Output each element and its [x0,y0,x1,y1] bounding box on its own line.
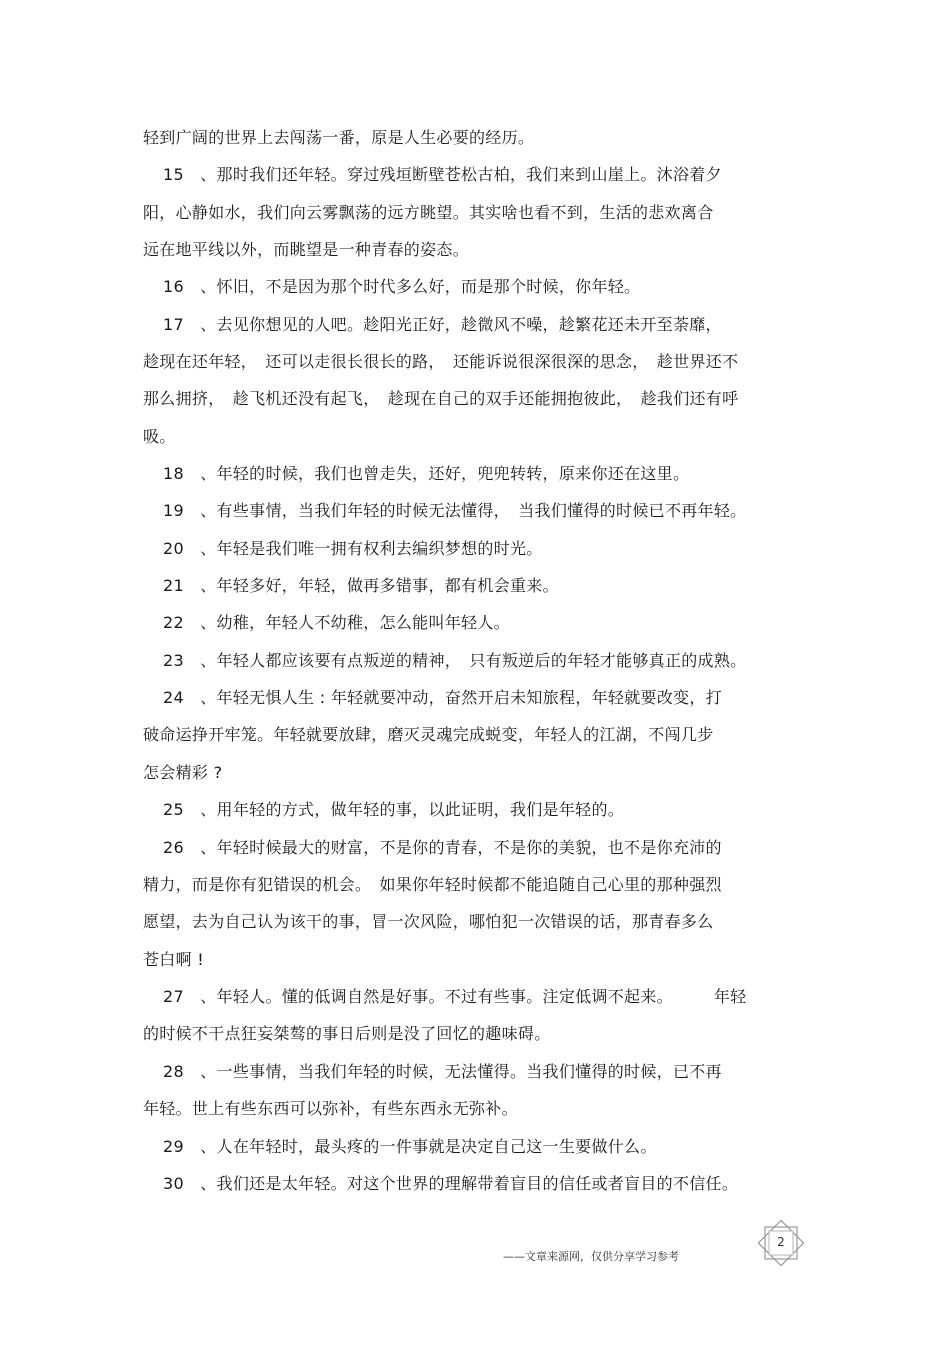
text-line: 29 、人在年轻时，最头疼的一件事就是决定自己这一生要做什么。 [163,1137,657,1156]
text-line: 17 、去见你想见的人吧。趁阳光正好，趁微风不噪，趁繁花还未开至荼靡， [163,315,722,334]
text-line: 20 、年轻是我们唯一拥有权利去编织梦想的时光。 [163,539,543,558]
text-line: 的时候不干点狂妄桀骜的事日后则是没了回忆的趣味碍。 [143,1024,551,1043]
text-line: 15 、那时我们还年轻。穿过残垣断壁苍松古柏，我们来到山崖上。沐浴着夕 [163,165,722,184]
text-line: 18 、年轻的时候，我们也曾走失，还好，兜兜转转，原来你还在这里。 [163,464,690,483]
text-line: 趁现在还年轻， 还可以走很长很长的路， 还能诉说很深很深的思念， 趁世界还不 [143,352,739,371]
text-line: 23 、年轻人都应该要有点叛逆的精神， 只有叛逆后的年轻才能够真正的成熟。 [163,651,747,670]
text-line: 精力，而是你有犯错误的机会。 如果你年轻时候都不能追随自己心里的那种强烈 [143,875,722,894]
text-line: 28 、一些事情，当我们年轻的时候，无法懂得。当我们懂得的时候，已不再 [163,1062,722,1081]
text-line: 吸。 [143,427,176,446]
text-line: 年轻。世上有些东西可以弥补，有些东西永无弥补。 [143,1099,518,1118]
text-line: 27 、年轻人。懂的低调自然是好事。不过有些事。注定低调不起来。 年轻 [163,987,747,1006]
text-line: 24 、年轻无惧人生 : 年轻就要冲动，奋然开启未知旅程，年轻就要改变，打 [163,688,723,707]
text-line: 轻到广阔的世界上去闯荡一番，原是人生必要的经历。 [143,128,535,147]
text-line: 阳，心静如水，我们向云雾飘荡的远方眺望。其实啥也看不到，生活的悲欢离合 [143,203,714,222]
page-number-badge [758,1220,804,1266]
text-line: 破命运挣开牢笼。年轻就要放肆，磨灭灵魂完成蜕变，年轻人的江湖，不闯几步 [143,725,714,744]
text-line: 30 、我们还是太年轻。对这个世界的理解带着盲目的信任或者盲目的不信任。 [163,1174,739,1193]
text-line: 22 、幼稚，年轻人不幼稚，怎么能叫年轻人。 [163,613,510,632]
text-line: 21 、年轻多好，年轻，做再多错事，都有机会重来。 [163,576,559,595]
text-line: 远在地平线以外，而眺望是一种青春的姿态。 [143,240,470,259]
text-line: 26 、年轻时候最大的财富，不是你的青春，不是你的美貌，也不是你充沛的 [163,838,722,857]
text-line: 愿望，去为自己认为该干的事，冒一次风险，哪怕犯一次错误的话，那青春多么 [143,912,714,931]
text-line: 那么拥挤， 趁飞机还没有起飞， 趁现在自己的双手还能拥抱彼此， 趁我们还有呼 [143,389,739,408]
text-line: 怎会精彩 ? [143,763,223,782]
footer-source-note: ——文章来源网，仅供分享学习参考 [503,1250,679,1263]
text-line: 苍白啊 ! [143,950,205,969]
text-line: 16 、怀旧，不是因为那个时代多么好，而是那个时候，你年轻。 [163,277,641,296]
text-line: 19 、有些事情，当我们年轻的时候无法懂得， 当我们懂得的时候已不再年轻。 [163,501,747,520]
text-line: 25 、用年轻的方式，做年轻的事，以此证明，我们是年轻的。 [163,800,625,819]
page-number: 2 [777,1235,785,1249]
